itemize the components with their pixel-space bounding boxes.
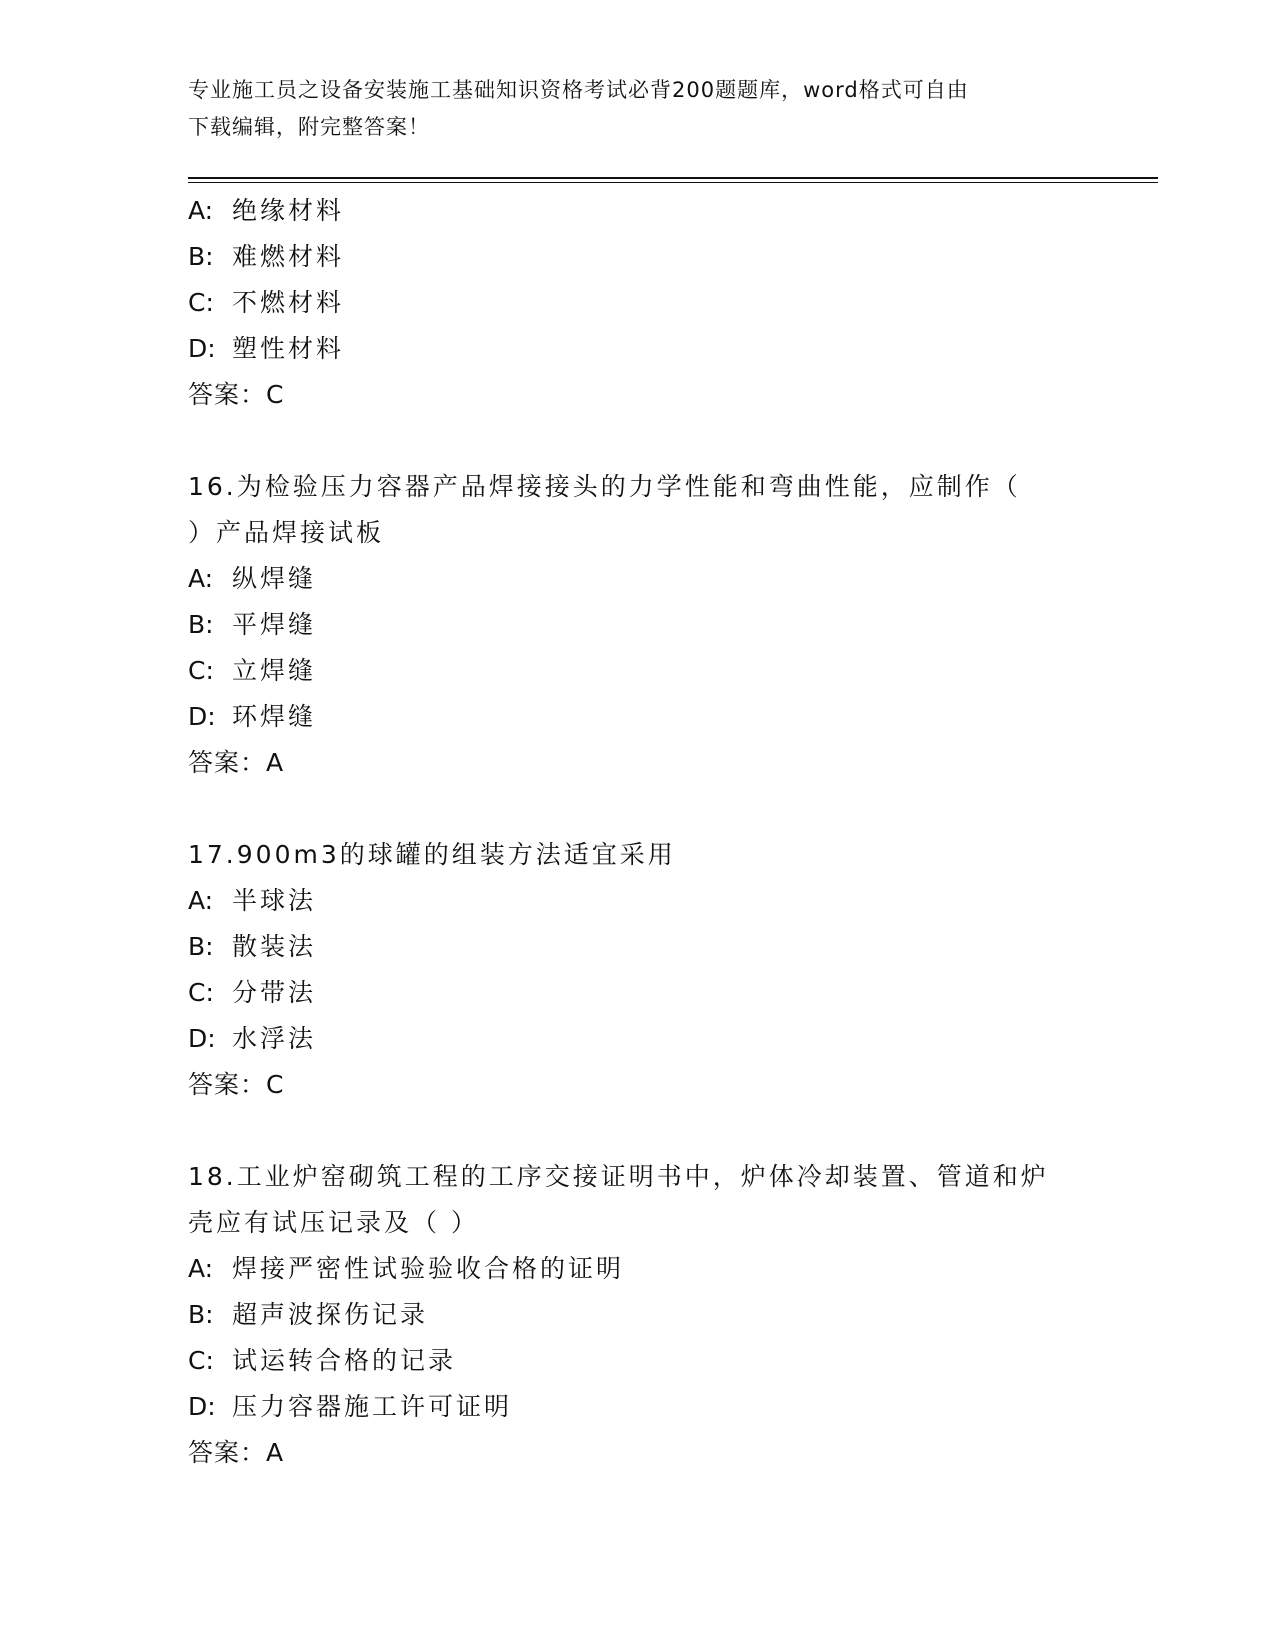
option-letter: A: [188, 1254, 214, 1283]
option-letter: A: [188, 196, 214, 225]
option-text: 不燃材料 [232, 288, 345, 317]
option-text: 难燃材料 [232, 242, 345, 271]
spacer [188, 1108, 1088, 1154]
question-15 [188, 188, 1088, 418]
option-letter: A: [188, 564, 214, 593]
option-text: 压力容器施工许可证明 [232, 1392, 513, 1421]
option-letter: A: [188, 886, 214, 915]
option-a [188, 188, 1088, 234]
option-text: 绝缘材料 [232, 196, 345, 225]
option-letter: D: [188, 334, 216, 363]
question-stem-line-2: 壳应有试压记录及（ ） [188, 1208, 479, 1237]
option-c [188, 648, 1088, 694]
option-text: 焊接严密性试验验收合格的证明 [232, 1254, 625, 1283]
option-b [188, 234, 1088, 280]
document-header [188, 72, 1088, 146]
answer-line: 答案：C [188, 1070, 285, 1099]
answer-line: 答案：A [188, 1438, 285, 1467]
answer-line: 答案：A [188, 748, 285, 777]
option-a [188, 878, 1088, 924]
question-stem-line-1: 18.工业炉窑砌筑工程的工序交接证明书中，炉体冷却装置、管道和炉 [188, 1162, 1049, 1191]
option-c [188, 970, 1088, 1016]
option-letter: C: [188, 656, 214, 685]
option-text: 分带法 [232, 978, 317, 1007]
option-d [188, 326, 1088, 372]
spacer [188, 786, 1088, 832]
option-text: 水浮法 [232, 1024, 317, 1053]
option-letter: D: [188, 1392, 216, 1421]
question-stem-line-2: ）产品焊接试板 [188, 518, 385, 547]
question-stem-line-1: 16.为检验压力容器产品焊接接头的力学性能和弯曲性能，应制作（ [188, 472, 1021, 501]
option-letter: B: [188, 1300, 214, 1329]
option-b [188, 1292, 1088, 1338]
question-list [188, 188, 1088, 1476]
header-divider-thin [188, 182, 1158, 183]
option-text: 纵焊缝 [232, 564, 317, 593]
option-b [188, 924, 1088, 970]
option-text: 平焊缝 [232, 610, 317, 639]
spacer [188, 418, 1088, 464]
option-c [188, 1338, 1088, 1384]
option-a [188, 556, 1088, 602]
option-text: 塑性材料 [232, 334, 345, 363]
option-letter: D: [188, 1024, 216, 1053]
document-title-line-2: 下载编辑，附完整答案！ [188, 115, 430, 139]
question-17 [188, 832, 1088, 1108]
option-d [188, 694, 1088, 740]
option-text: 立焊缝 [232, 656, 317, 685]
option-letter: C: [188, 288, 214, 317]
option-letter: B: [188, 242, 214, 271]
option-a [188, 1246, 1088, 1292]
question-18 [188, 1154, 1088, 1476]
option-d [188, 1016, 1088, 1062]
question-16 [188, 464, 1088, 786]
answer-line: 答案：C [188, 380, 285, 409]
option-letter: C: [188, 1346, 214, 1375]
option-text: 试运转合格的记录 [232, 1346, 457, 1375]
option-letter: B: [188, 932, 214, 961]
option-b [188, 602, 1088, 648]
option-text: 散装法 [232, 932, 317, 961]
header-divider-thick [188, 177, 1158, 179]
option-letter: B: [188, 610, 214, 639]
question-stem-line-1: 17.900m3的球罐的组装方法适宜采用 [188, 840, 676, 869]
option-text: 超声波探伤记录 [232, 1300, 429, 1329]
option-text: 半球法 [232, 886, 317, 915]
option-letter: C: [188, 978, 214, 1007]
document-title-line-1: 专业施工员之设备安装施工基础知识资格考试必背200题题库，word格式可自由 [188, 78, 969, 102]
option-d [188, 1384, 1088, 1430]
option-text: 环焊缝 [232, 702, 317, 731]
option-letter: D: [188, 702, 216, 731]
option-c [188, 280, 1088, 326]
